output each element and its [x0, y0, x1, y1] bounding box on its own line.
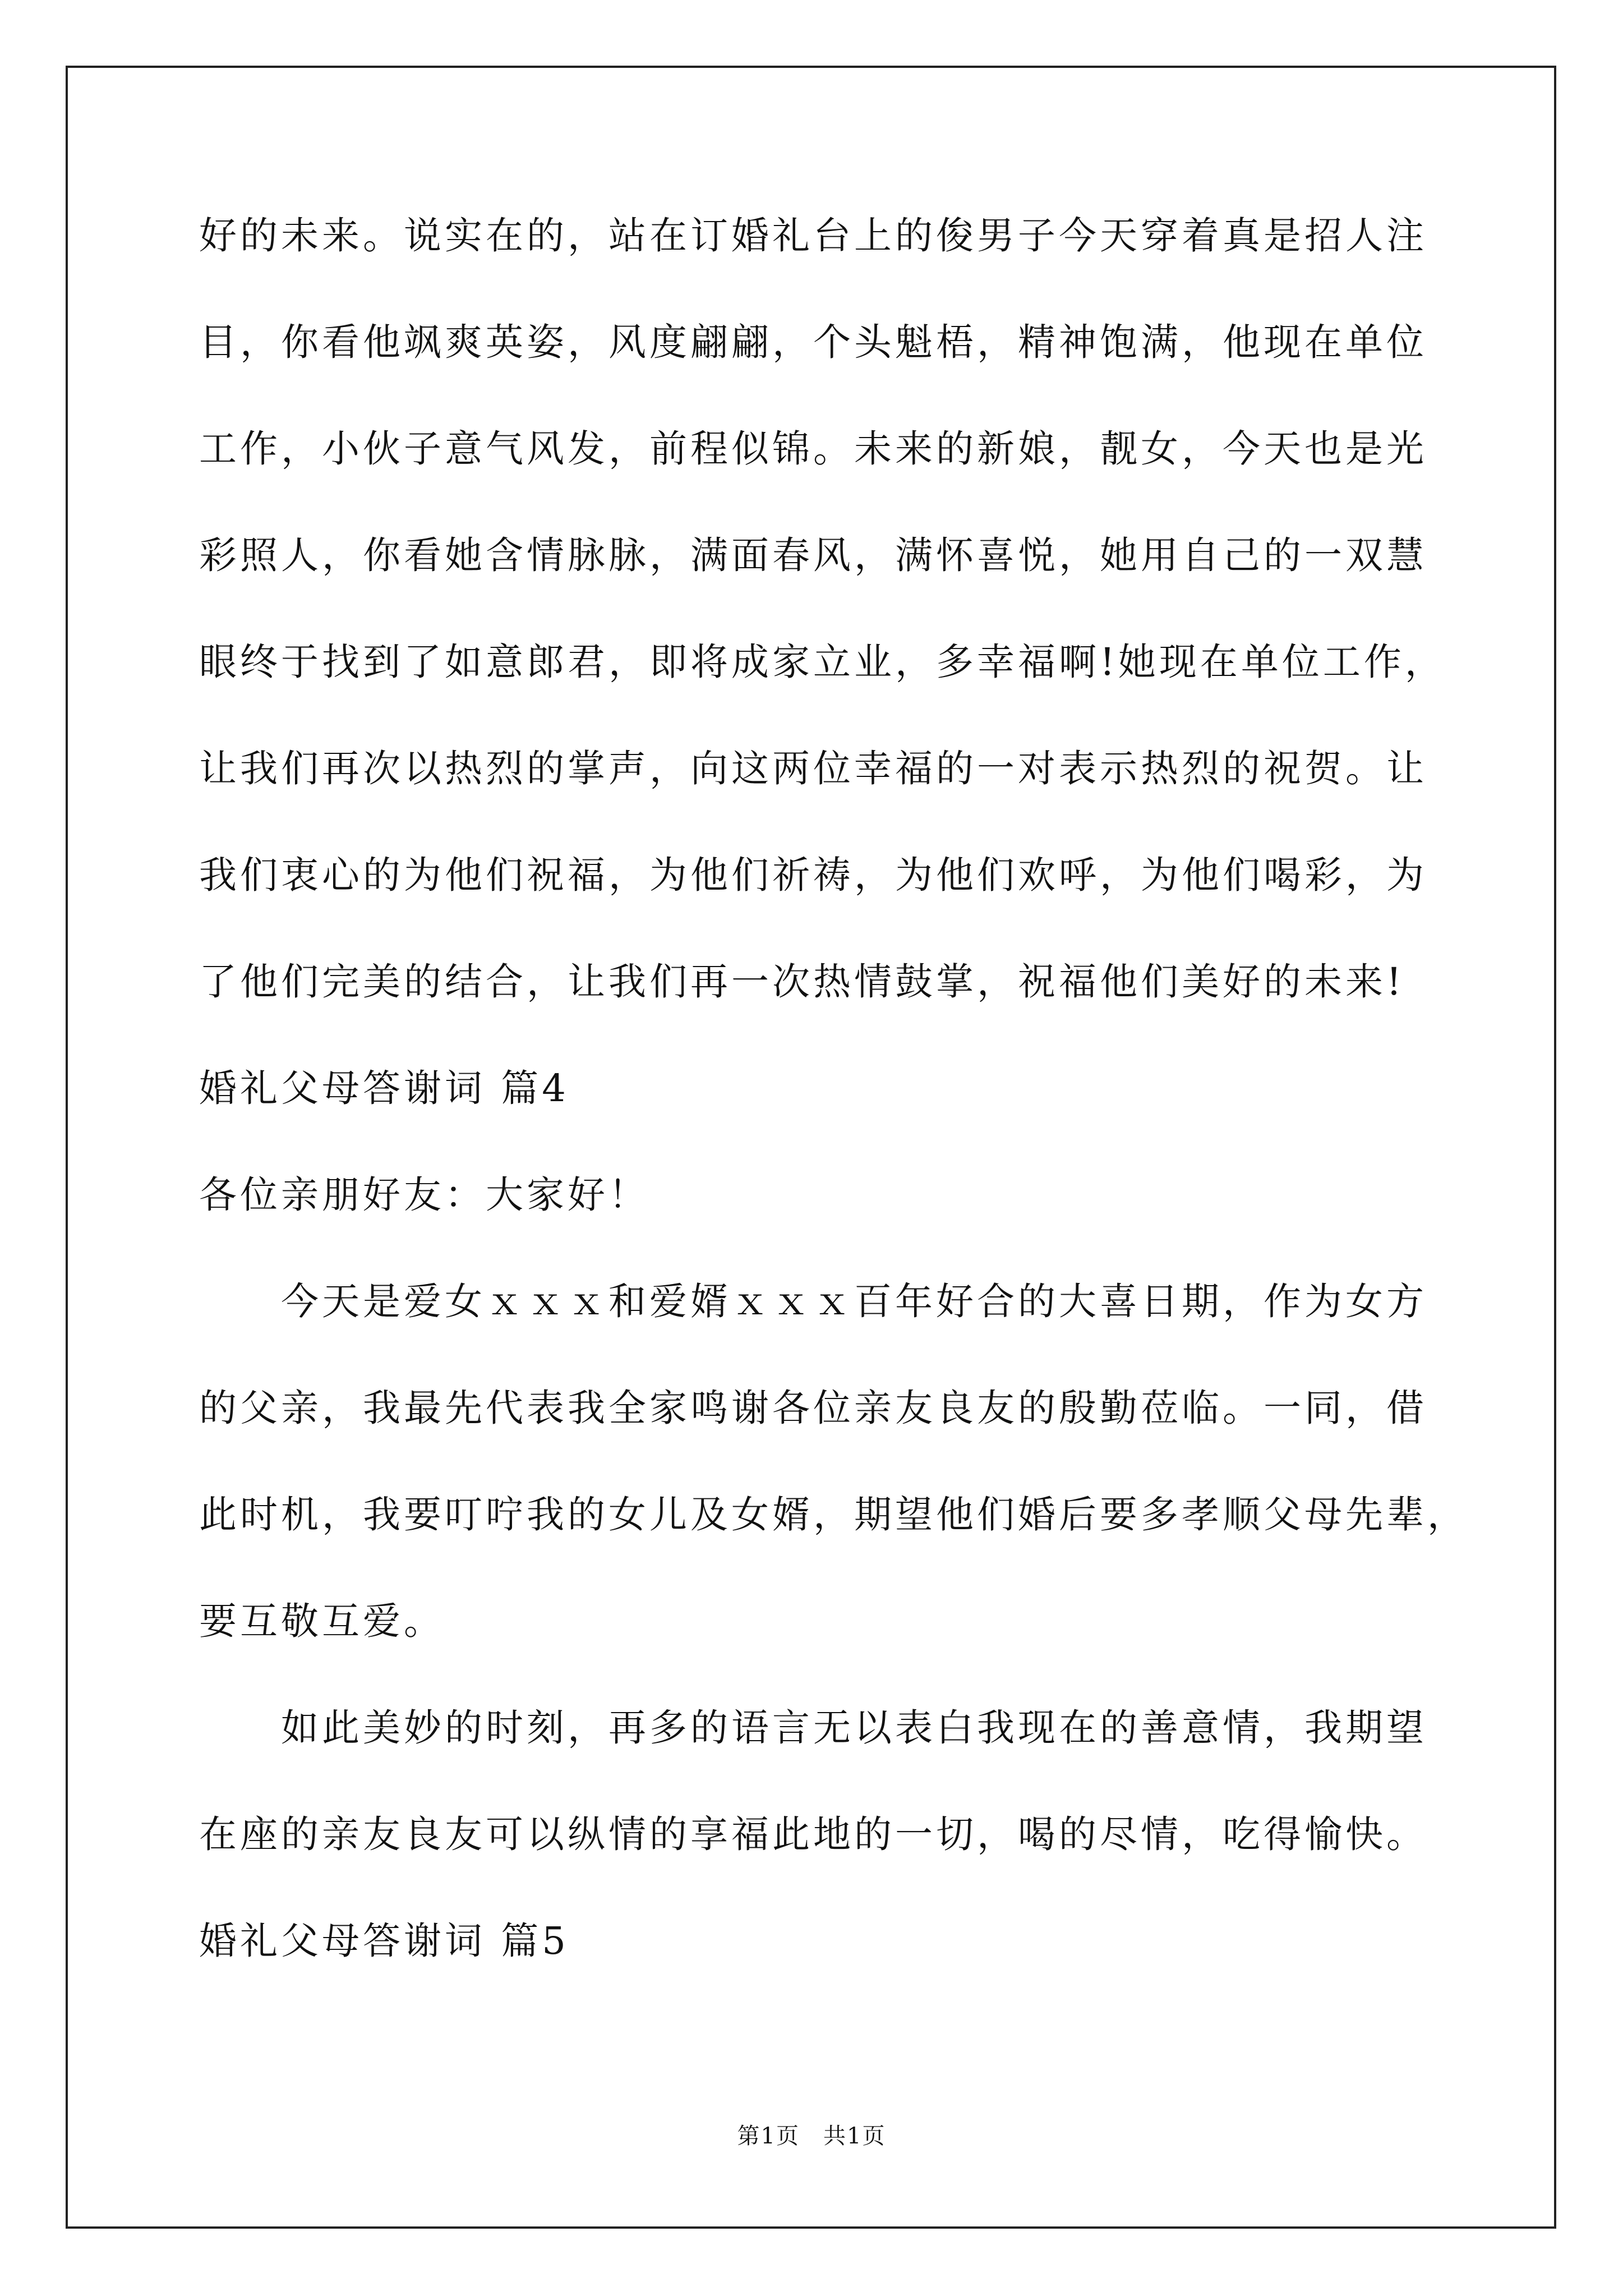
text-line: 我们衷心的为他们祝福，为他们祈祷，为他们欢呼，为他们喝彩，为: [199, 853, 1427, 897]
text-line: 了他们完美的结合，让我们再一次热情鼓掌，祝福他们美好的未来!: [199, 960, 1405, 1004]
text-line: 今天是爱女ｘｘｘ和爱婿ｘｘｘ百年好合的大喜日期，作为女方: [199, 1280, 1427, 1323]
section-heading: 婚礼父母答谢词 篇5: [199, 1919, 569, 1963]
text-line: 目，你看他飒爽英姿，风度翩翩，个头魁梧，精神饱满，他现在单位: [199, 320, 1427, 364]
text-line: 要互敬互爱。: [199, 1599, 445, 1643]
text-line: 好的未来。说实在的，站在订婚礼台上的俊男子今天穿着真是招人注: [199, 214, 1427, 257]
text-line: 工作，小伙子意气风发，前程似锦。未来的新娘，靓女，今天也是光: [199, 427, 1427, 471]
salutation: 各位亲朋好友：大家好！: [199, 1173, 649, 1217]
text-line: 如此美妙的时刻，再多的语言无以表白我现在的善意情，我期望: [199, 1706, 1427, 1750]
section-heading: 婚礼父母答谢词 篇4: [199, 1066, 569, 1110]
text-line: 的父亲，我最先代表我全家鸣谢各位亲友良友的殷勤莅临。一同，借: [199, 1386, 1427, 1430]
page-frame: [66, 66, 1556, 2229]
text-line: 眼终于找到了如意郎君，即将成家立业，多幸福啊!她现在单位工作，: [199, 640, 1446, 684]
text-line: 此时机，我要叮咛我的女儿及女婿，期望他们婚后要多孝顺父母先辈，: [199, 1493, 1468, 1536]
text-line: 让我们再次以热烈的掌声，向这两位幸福的一对表示热烈的祝贺。让: [199, 747, 1427, 790]
text-line: 彩照人，你看她含情脉脉，满面春风，满怀喜悦，她用自己的一双慧: [199, 533, 1427, 577]
text-line: 在座的亲友良友可以纵情的享福此地的一切，喝的尽情，吃得愉快。: [199, 1812, 1427, 1856]
page-footer: 第1页 共1页: [737, 2123, 886, 2149]
